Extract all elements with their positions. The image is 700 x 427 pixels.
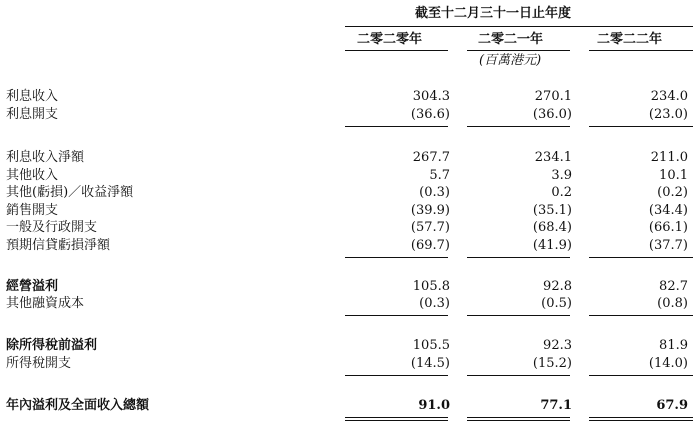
cell-2022: (0.2) bbox=[657, 185, 688, 200]
subtotal-rule bbox=[589, 375, 693, 376]
total-double-rule bbox=[345, 420, 448, 421]
cell-2022: (14.0) bbox=[648, 356, 688, 371]
year-header-2022: 二零二二年 bbox=[597, 32, 663, 47]
cell-2021: 0.2 bbox=[551, 185, 572, 200]
cell-2022: 82.7 bbox=[659, 279, 688, 294]
cell-2021: 234.1 bbox=[534, 150, 572, 165]
cell-2020: (57.7) bbox=[410, 220, 450, 235]
row-label: 利息收入淨額 bbox=[6, 150, 85, 165]
row-label: 一般及行政開支 bbox=[6, 220, 98, 235]
row-label: 預期信貸虧損淨額 bbox=[6, 238, 111, 253]
total-double-rule bbox=[589, 420, 693, 421]
cell-2022: 211.0 bbox=[650, 150, 688, 165]
total-double-rule bbox=[589, 417, 693, 418]
subtotal-rule bbox=[589, 257, 693, 258]
row-label: 所得稅開支 bbox=[6, 356, 72, 371]
cell-2021: (68.4) bbox=[532, 220, 572, 235]
cell-2022: (23.0) bbox=[648, 107, 688, 122]
subtotal-rule bbox=[345, 375, 448, 376]
cell-2020: 304.3 bbox=[412, 89, 450, 104]
subtotal-rule bbox=[345, 315, 448, 316]
subtotal-rule bbox=[345, 126, 448, 127]
cell-2021: 3.9 bbox=[551, 168, 572, 183]
cell-2020: 267.7 bbox=[412, 150, 450, 165]
period-underline bbox=[345, 26, 693, 27]
year-underline-2022 bbox=[589, 50, 693, 51]
year-header-2021: 二零二一年 bbox=[478, 32, 544, 47]
row-label: 經營溢利 bbox=[6, 279, 59, 294]
cell-2022: 67.9 bbox=[656, 398, 688, 413]
subtotal-rule bbox=[345, 257, 448, 258]
row-label: 除所得稅前溢利 bbox=[6, 338, 98, 353]
subtotal-rule bbox=[589, 126, 693, 127]
cell-2021: (36.0) bbox=[532, 107, 572, 122]
cell-2020: 105.5 bbox=[412, 338, 450, 353]
row-label: 其他融資成本 bbox=[6, 296, 85, 311]
row-label: 銷售開支 bbox=[6, 203, 59, 218]
total-double-rule bbox=[345, 417, 448, 418]
total-double-rule bbox=[467, 417, 570, 418]
period-heading: 截至十二月三十一日止年度 bbox=[415, 6, 572, 21]
cell-2022: (66.1) bbox=[648, 220, 688, 235]
cell-2020: (0.3) bbox=[419, 296, 450, 311]
cell-2020: (0.3) bbox=[419, 185, 450, 200]
cell-2021: 92.8 bbox=[543, 279, 572, 294]
row-label: 利息收入 bbox=[6, 89, 59, 104]
row-label: 其他(虧損)／收益淨額 bbox=[6, 185, 134, 200]
cell-2022: (34.4) bbox=[648, 203, 688, 218]
cell-2021: 77.1 bbox=[540, 398, 572, 413]
total-double-rule bbox=[467, 420, 570, 421]
cell-2020: 105.8 bbox=[412, 279, 450, 294]
cell-2020: 5.7 bbox=[429, 168, 450, 183]
cell-2022: (37.7) bbox=[648, 238, 688, 253]
cell-2020: 91.0 bbox=[418, 398, 450, 413]
cell-2022: 81.9 bbox=[659, 338, 688, 353]
cell-2020: (39.9) bbox=[410, 203, 450, 218]
cell-2020: (36.6) bbox=[410, 107, 450, 122]
cell-2022: 234.0 bbox=[650, 89, 688, 104]
year-header-2020: 二零二零年 bbox=[357, 32, 423, 47]
row-label: 年內溢利及全面收入總額 bbox=[6, 398, 150, 413]
subtotal-rule bbox=[467, 315, 570, 316]
cell-2022: (0.8) bbox=[657, 296, 688, 311]
cell-2022: 10.1 bbox=[659, 168, 688, 183]
cell-2020: (14.5) bbox=[410, 356, 450, 371]
row-label: 利息開支 bbox=[6, 107, 59, 122]
cell-2021: (0.5) bbox=[541, 296, 572, 311]
subtotal-rule bbox=[467, 257, 570, 258]
year-underline-2020 bbox=[345, 50, 448, 51]
subtotal-rule bbox=[589, 315, 693, 316]
subtotal-rule bbox=[467, 375, 570, 376]
cell-2021: 92.3 bbox=[543, 338, 572, 353]
cell-2021: (15.2) bbox=[532, 356, 572, 371]
cell-2020: (69.7) bbox=[410, 238, 450, 253]
cell-2021: (35.1) bbox=[532, 203, 572, 218]
cell-2021: (41.9) bbox=[532, 238, 572, 253]
subtotal-rule bbox=[467, 126, 570, 127]
unit-label: (百萬港元) bbox=[479, 53, 542, 68]
row-label: 其他收入 bbox=[6, 168, 59, 183]
cell-2021: 270.1 bbox=[534, 89, 572, 104]
year-underline-2021 bbox=[467, 50, 570, 51]
